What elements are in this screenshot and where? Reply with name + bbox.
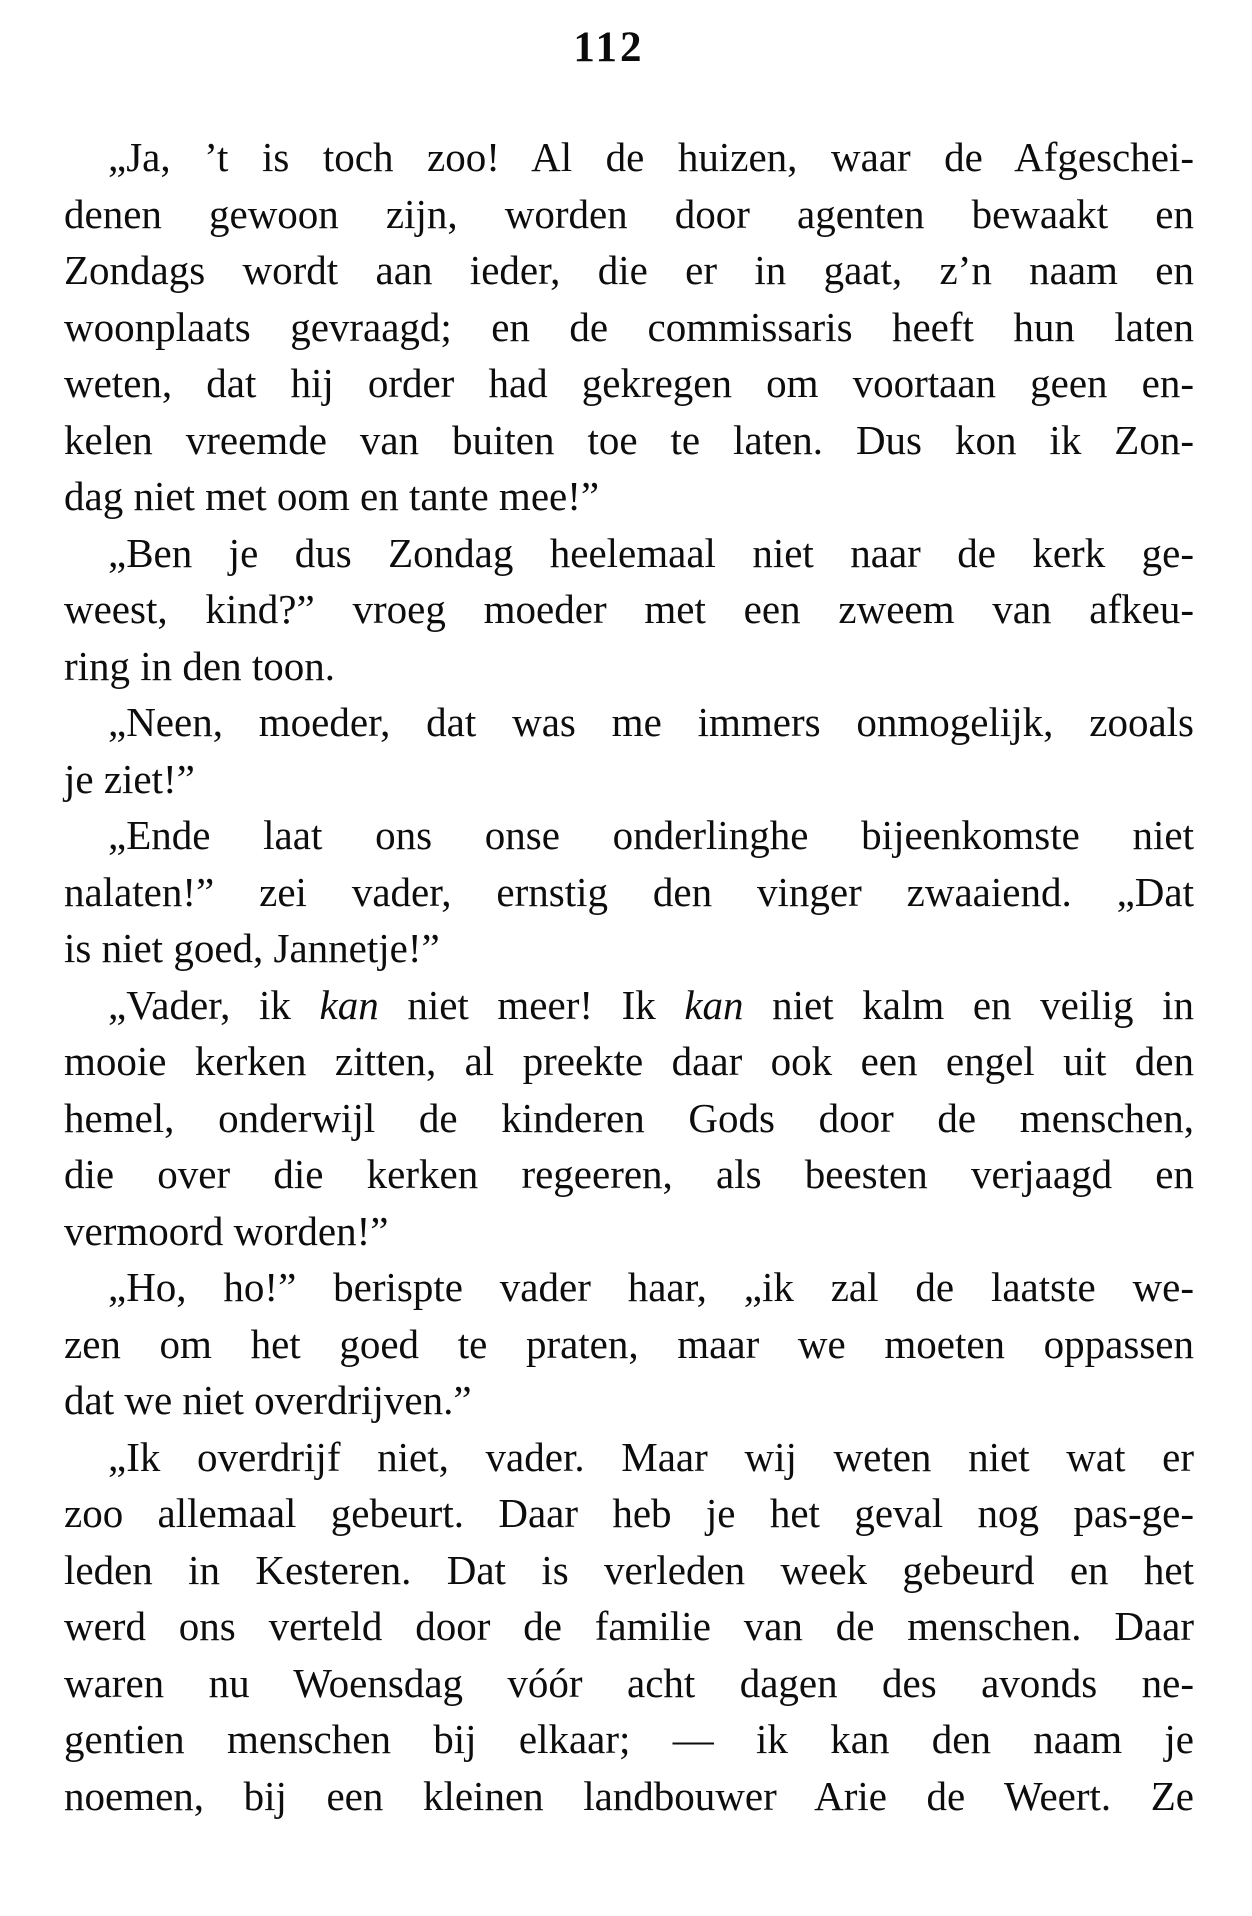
text-line: leden in Kesteren. Dat is verleden week gebeurd en het (64, 1546, 1194, 1593)
paragraph (64, 977, 1194, 1260)
text-line: hemel, onderwijl de kinderen Gods door de menschen, (64, 1094, 1194, 1141)
text-line: je ziet!” (64, 755, 195, 802)
text-line: „Ende laat ons onse onderlinghe bijeenkomste niet (108, 812, 1194, 858)
text-line: „Vader, ik kan niet meer! Ik kan niet kalm en veilig in (108, 981, 1194, 1028)
text-line: werd ons verteld door de familie van de menschen. Daar (64, 1603, 1194, 1649)
paragraph (64, 525, 1194, 695)
paragraph (64, 1259, 1194, 1429)
text-line: dag niet met oom en tante mee!” (64, 473, 600, 519)
text-line: vermoord worden!” (64, 1207, 389, 1254)
text-line: ring in den toon. (64, 642, 336, 689)
text-line: Zondags wordt aan ieder, die er in gaat, z’n naam en (64, 247, 1194, 293)
paragraph (64, 694, 1194, 807)
text-line: kelen vreemde van buiten toe te laten. Dus kon ik Zon- (64, 416, 1194, 463)
page-number: 112 (573, 24, 645, 71)
text-line: die over die kerken regeeren, als beesten verjaagd en (64, 1151, 1194, 1197)
text-line: is niet goed, Jannetje!” (64, 925, 440, 971)
text-line: weten, dat hij order had gekregen om voortaan geen en- (64, 360, 1194, 406)
text-line: mooie kerken zitten, al preekte daar ook een engel uit den (64, 1038, 1194, 1084)
text-line: denen gewoon zijn, worden door agenten bewaakt en (64, 190, 1194, 237)
text-line: zen om het goed te praten, maar we moeten oppassen (64, 1320, 1194, 1367)
text-line: „Ik overdrijf niet, vader. Maar wij weten niet wat er (108, 1433, 1194, 1480)
text-line: „Ja, ’t is toch zoo! Al de huizen, waar de Afgeschei- (108, 134, 1194, 180)
text-line: noemen, bij een kleinen landbouwer Arie de Weert. Ze (64, 1772, 1194, 1819)
text-line: dat we niet overdrijven.” (64, 1377, 472, 1423)
text-line: „Neen, moeder, dat was me immers onmogelijk, zooals (108, 699, 1194, 745)
page-body (64, 129, 1194, 1824)
text-line: „Ben je dus Zondag heelemaal niet naar de kerk ge- (108, 529, 1194, 576)
text-line: woonplaats gevraagd; en de commissaris heeft hun laten (64, 303, 1194, 350)
text-line: waren nu Woensdag vóór acht dagen des avonds ne- (64, 1659, 1194, 1706)
text-line: „Ho, ho!” berispte vader haar, „ik zal de laatste we- (108, 1264, 1194, 1310)
paragraph (64, 1429, 1194, 1825)
text-line: nalaten!” zei vader, ernstig den vinger zwaaiend. „Dat (64, 868, 1194, 915)
text-line: weest, kind?” vroeg moeder met een zweem van afkeu- (64, 586, 1194, 632)
paragraph (64, 807, 1194, 977)
text-line: gentien menschen bij elkaar; — ik kan den naam je (64, 1716, 1194, 1762)
text-line: zoo allemaal gebeurt. Daar heb je het geval nog pas-ge- (64, 1490, 1194, 1536)
paragraph (64, 129, 1194, 525)
